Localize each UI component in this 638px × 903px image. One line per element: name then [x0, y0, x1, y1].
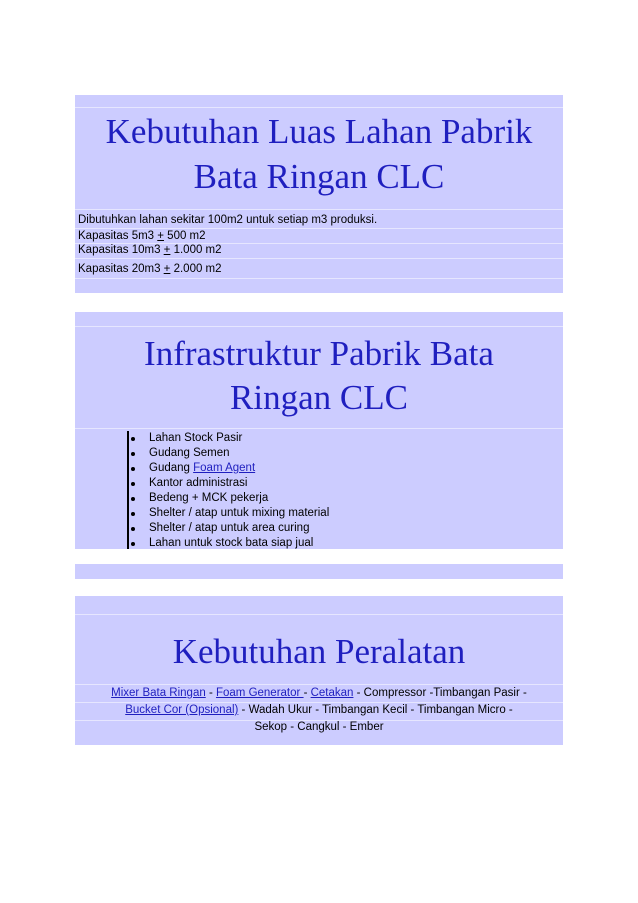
- section-infrastruktur: [75, 312, 563, 549]
- row-divider: [75, 326, 563, 327]
- list-item: Lahan Stock Pasir: [127, 431, 563, 446]
- bullet-icon: [131, 497, 135, 501]
- bullet-icon: [131, 527, 135, 531]
- bucket-cor-link[interactable]: Bucket Cor (Opsional): [125, 704, 239, 716]
- list-item: Gudang Semen: [127, 446, 563, 461]
- intro-text: Dibutuhkan lahan sekitar 100m2 untuk setiap m3 produksi.: [78, 214, 378, 226]
- list-item: Kantor administrasi: [127, 476, 563, 491]
- row-divider: [75, 428, 563, 429]
- bullet-icon: [131, 512, 135, 516]
- list-item: Shelter / atap untuk area curing: [127, 521, 563, 536]
- list-item: Gudang Foam Agent: [127, 461, 563, 476]
- spacer-strip: [75, 564, 563, 579]
- bullet-icon: [131, 452, 135, 456]
- mixer-link[interactable]: Mixer Bata Ringan: [111, 687, 206, 699]
- title-line-2: Ringan CLC: [230, 378, 408, 417]
- foam-agent-link[interactable]: Foam Agent: [193, 462, 256, 474]
- section-peralatan: [75, 596, 563, 745]
- foam-generator-link[interactable]: Foam Generator: [215, 687, 304, 699]
- bullet-icon: [131, 482, 135, 486]
- list-item: Shelter / atap untuk mixing material: [127, 506, 563, 521]
- row-divider: [75, 614, 563, 615]
- title-line-1: Infrastruktur Pabrik Bata: [144, 334, 494, 373]
- bullet-icon: [131, 467, 135, 471]
- equipment-text: Mixer Bata Ringan - Foam Generator - Cetakan - Compressor -Timbangan Pasir - Bucket Cor (Opsional) - Wadah Ukur - Timbangan Kecil - Timbangan Micro - Sekop - Cangkul - Ember: [75, 685, 563, 736]
- row-divider: [75, 720, 563, 721]
- title-line-2: Bata Ringan CLC: [193, 157, 445, 196]
- row-divider: [75, 278, 563, 279]
- row-divider: [75, 258, 563, 259]
- cetakan-link[interactable]: Cetakan: [310, 687, 354, 699]
- row-divider: [75, 209, 563, 210]
- bullet-icon: [131, 542, 135, 546]
- infrastructure-list: [127, 431, 563, 551]
- section-title: Kebutuhan Peralatan: [172, 632, 466, 671]
- row-divider: [75, 702, 563, 703]
- capacity-row: Kapasitas 20m3 + 2.000 m2: [78, 263, 222, 275]
- capacity-row: Kapasitas 5m3 + 500 m2: [78, 230, 206, 242]
- section-title: [75, 332, 563, 420]
- section-lahan: [75, 95, 563, 293]
- row-divider: [75, 107, 563, 108]
- list-item: Bedeng + MCK pekerja: [127, 491, 563, 506]
- bullet-icon: [131, 437, 135, 441]
- list-item: Lahan untuk stock bata siap jual: [127, 536, 563, 551]
- section-title: [75, 109, 563, 199]
- title-line-1: Kebutuhan Luas Lahan Pabrik: [105, 112, 533, 151]
- equipment-line-3: Sekop - Cangkul - Ember: [254, 721, 384, 733]
- capacity-row: Kapasitas 10m3 + 1.000 m2: [78, 244, 222, 256]
